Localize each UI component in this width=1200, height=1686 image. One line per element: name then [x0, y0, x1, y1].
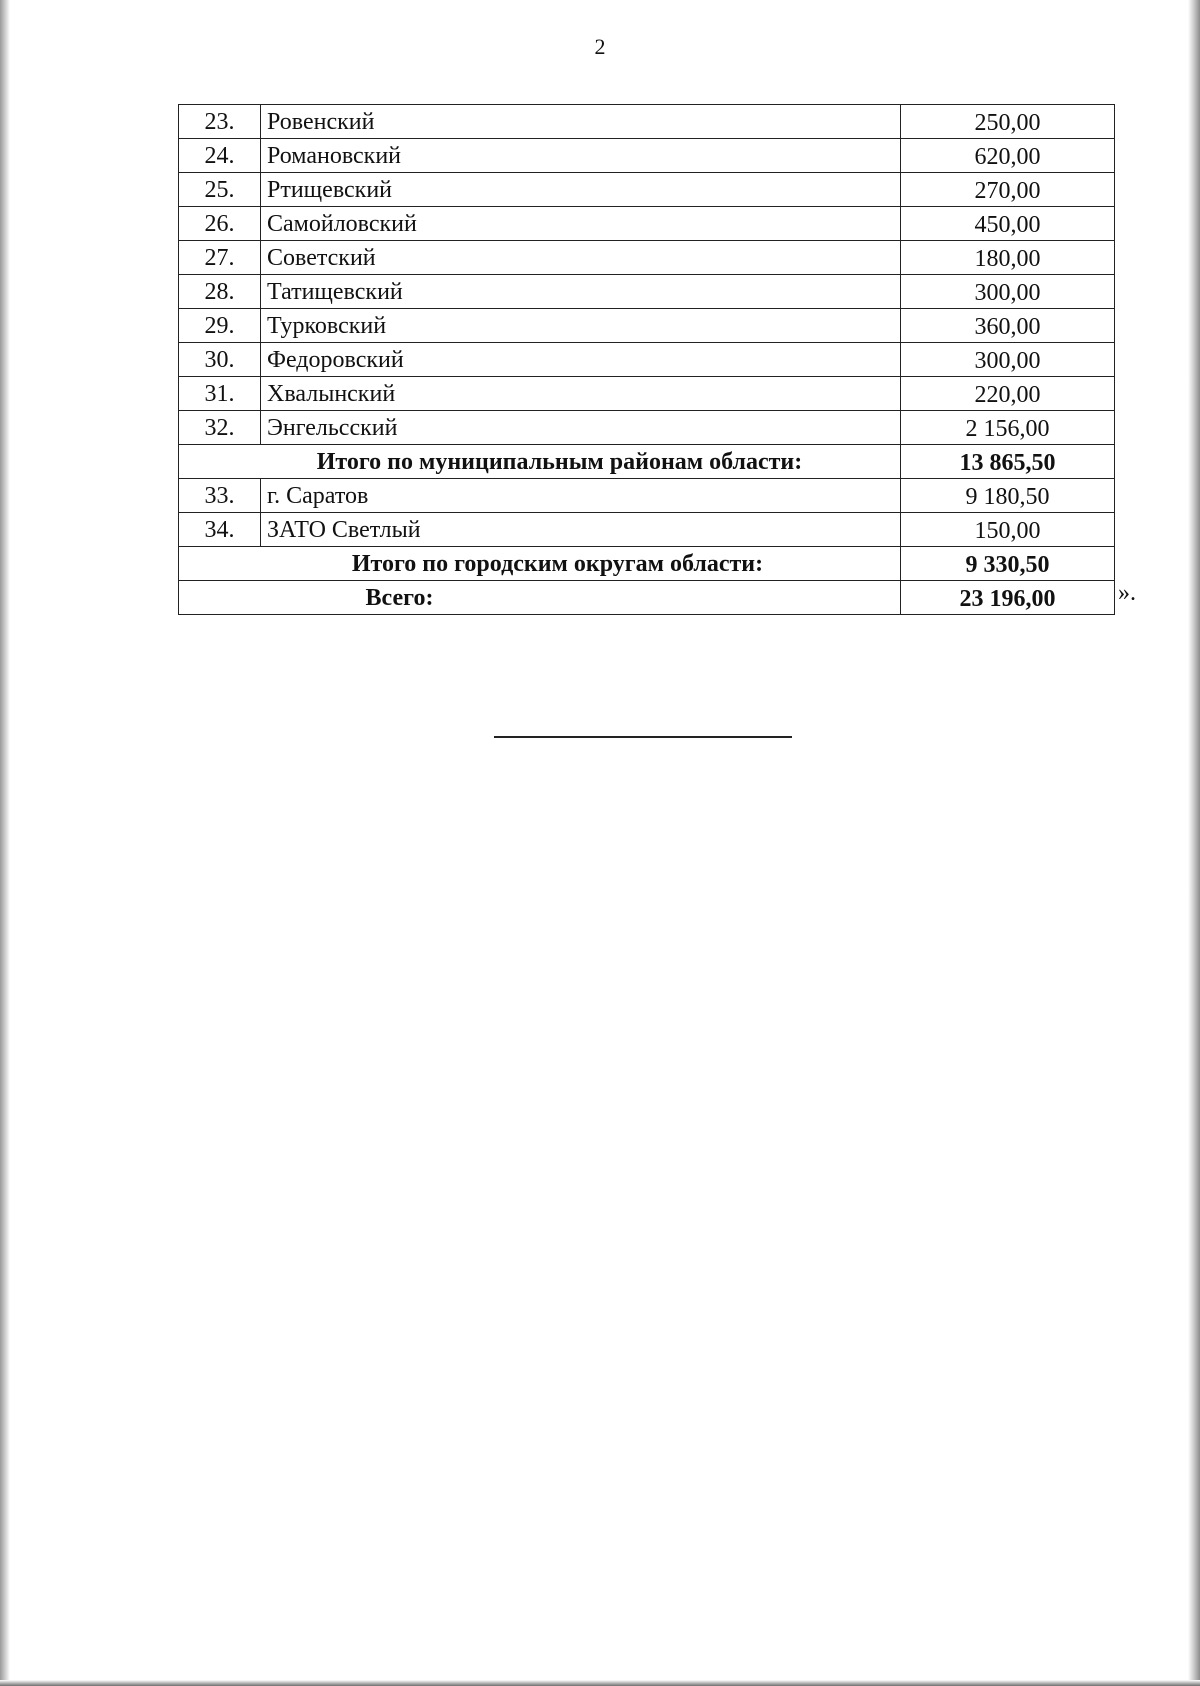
table-row	[179, 377, 1115, 411]
district-name: Романовский	[261, 139, 901, 173]
row-number: 24.	[179, 139, 261, 173]
table-row	[179, 343, 1115, 377]
amount-value: 360,00	[901, 309, 1115, 343]
row-number: 25.	[179, 173, 261, 207]
scan-edge-right	[1188, 0, 1200, 1686]
row-number: 27.	[179, 241, 261, 275]
row-number: 30.	[179, 343, 261, 377]
district-name: Энгельсский	[261, 411, 901, 445]
grand-total-label: Всего:	[365, 584, 434, 611]
scan-edge-bottom	[0, 1680, 1200, 1686]
table-row	[179, 309, 1115, 343]
amount-value: 150,00	[901, 513, 1115, 547]
cities-total-value: 9 330,50	[901, 547, 1115, 581]
table-row	[179, 275, 1115, 309]
row-number: 28.	[179, 275, 261, 309]
amount-value: 300,00	[901, 275, 1115, 309]
table-row	[179, 139, 1115, 173]
table-row	[179, 207, 1115, 241]
amount-value: 450,00	[901, 207, 1115, 241]
row-number: 29.	[179, 309, 261, 343]
table-row	[179, 173, 1115, 207]
district-name: Самойловский	[261, 207, 901, 241]
end-of-document-line	[494, 736, 792, 738]
district-name: Турковский	[261, 309, 901, 343]
districts-total-label-cell	[179, 445, 901, 479]
row-number: 33.	[179, 479, 261, 513]
amount-value: 620,00	[901, 139, 1115, 173]
city-name: ЗАТО Светлый	[261, 513, 901, 547]
cities-total-label-cell	[179, 547, 901, 581]
amount-value: 250,00	[901, 105, 1115, 139]
amount-value: 220,00	[901, 377, 1115, 411]
table-row	[179, 105, 1115, 139]
amount-value: 180,00	[901, 241, 1115, 275]
table-row	[179, 411, 1115, 445]
amount-value: 270,00	[901, 173, 1115, 207]
districts-total-label: Итого по муниципальным районам области:	[316, 448, 803, 475]
district-name: Татищевский	[261, 275, 901, 309]
district-name: Ртищевский	[261, 173, 901, 207]
grand-total-label-cell	[179, 581, 901, 615]
districts-total-row	[179, 445, 1115, 479]
district-name: Хвалынский	[261, 377, 901, 411]
table-row	[179, 479, 1115, 513]
row-number: 32.	[179, 411, 261, 445]
scan-edge-left	[0, 0, 10, 1686]
table-row	[179, 513, 1115, 547]
district-name: Ровенский	[261, 105, 901, 139]
district-name: Федоровский	[261, 343, 901, 377]
closing-quote-mark: ».	[1118, 580, 1136, 606]
row-number: 34.	[179, 513, 261, 547]
amount-value: 300,00	[901, 343, 1115, 377]
city-name: г. Саратов	[261, 479, 901, 513]
amount-value: 9 180,50	[901, 479, 1115, 513]
row-number: 26.	[179, 207, 261, 241]
districts-total-value: 13 865,50	[901, 445, 1115, 479]
page-number: 2	[594, 34, 606, 59]
cities-total-label: Итого по городским округам области:	[351, 550, 764, 577]
grand-total-row	[179, 581, 1115, 615]
table-row	[179, 241, 1115, 275]
cities-total-row	[179, 547, 1115, 581]
row-number: 23.	[179, 105, 261, 139]
row-number: 31.	[179, 377, 261, 411]
district-name: Советский	[261, 241, 901, 275]
grand-total-value: 23 196,00	[901, 581, 1115, 615]
allocation-table	[178, 104, 1115, 615]
amount-value: 2 156,00	[901, 411, 1115, 445]
